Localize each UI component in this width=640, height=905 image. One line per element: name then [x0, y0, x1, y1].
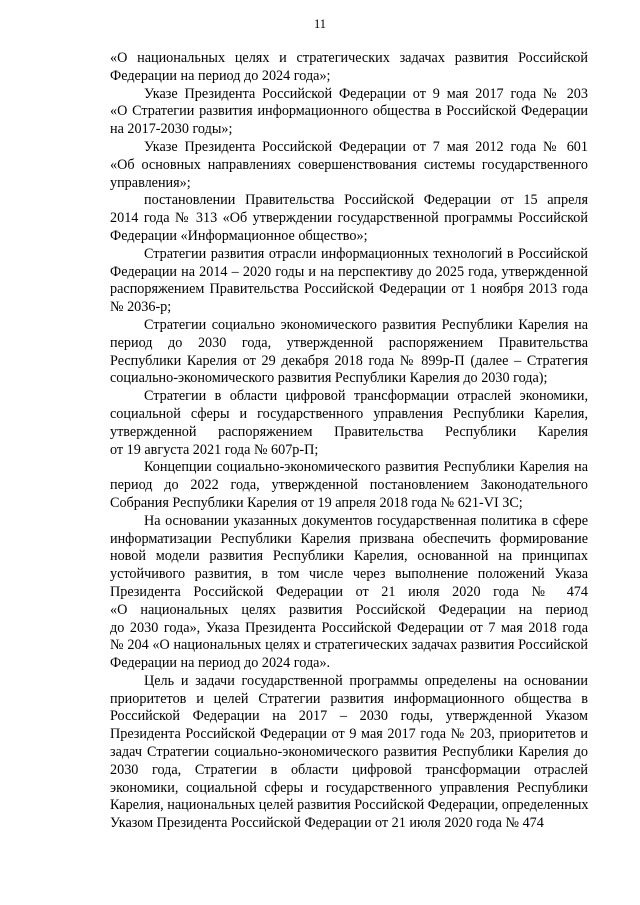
text-line: социальной сферы и государственного управления Республики Карелия, — [110, 405, 588, 422]
text-line: Стратегии в области цифровой трансформации отраслей экономики, — [144, 388, 588, 405]
text-line: до 2030 года», Указа Президента Российской Федерации от 7 мая 2018 года — [110, 619, 588, 636]
paragraph — [76, 192, 588, 245]
text-line: № 204 «О национальных целях и стратегических задачах развития Российской — [110, 637, 588, 654]
text-line: Указе Президента Российской Федерации от 9 мая 2017 года № 203 — [144, 85, 588, 102]
paragraph — [76, 139, 588, 192]
text-line: Стратегии развития отрасли информационных технологий в Российской — [144, 245, 588, 262]
text-line: постановлении Правительства Российской Федерации от 15 апреля — [144, 192, 588, 209]
text-line: приоритетов и целей Стратегии развития информационного общества в — [110, 690, 588, 707]
text-line: Президента Российской Федерации от 9 мая 2017 года № 203, приоритетов и — [110, 726, 588, 743]
text-line: управления»; — [110, 174, 191, 191]
text-line: Федерации «Информационное общество»; — [110, 227, 368, 244]
text-line: «Об основных направлениях совершенствования системы государственного — [110, 156, 588, 173]
paragraph — [76, 673, 588, 833]
text-line: Стратегии социально экономического развития Республики Карелия на — [144, 316, 588, 333]
text-line: социально-экономического развития Республики Карелия до 2030 года); — [110, 370, 548, 387]
paragraph — [76, 246, 588, 317]
text-line: Указе Президента Российской Федерации от 7 мая 2012 года № 601 — [144, 138, 588, 155]
text-line: «О национальных целях развития Российской Федерации на период — [110, 601, 588, 618]
text-line: от 19 августа 2021 года № 607р-П; — [110, 441, 319, 458]
text-line: Президента Российской Федерации от 21 июля 2020 года № 474 — [110, 583, 588, 600]
text-line: «О национальных целях и стратегических задачах развития Российской — [110, 50, 588, 66]
text-line: утвержденной распоряжением Правительства Республики Карелия — [110, 423, 588, 440]
text-line: «О Стратегии развития информационного общества в Российской Федерации — [110, 103, 588, 120]
paragraph — [76, 459, 588, 512]
text-line: № 2036-р; — [110, 299, 172, 316]
text-line: период до 2030 года, утвержденной распоряжением Правительства — [110, 334, 588, 351]
paragraph — [76, 513, 588, 673]
text-line: Республики Карелия от 29 декабря 2018 года № 899р-П (далее – Стратегия — [110, 352, 588, 369]
text-line: период до 2022 года, утвержденной постановлением Законодательного — [110, 477, 588, 494]
text-line: Федерации на 2014 – 2020 годы и на перспективу до 2025 года, утвержденной — [110, 263, 588, 280]
text-line: экономики, социальной сферы и государственного управления Республики — [110, 779, 588, 796]
text-line: Российской Федерации на 2017 – 2030 годы, утвержденной Указом — [110, 708, 588, 725]
paragraph — [76, 317, 588, 388]
paragraph — [76, 86, 588, 139]
page-number: 11 — [313, 17, 327, 31]
text-line: Концепции социально-экономического развития Республики Карелия на — [144, 459, 588, 476]
text-line: Собрания Республики Карелия от 19 апреля 2018 года № 621-VI ЗС; — [110, 494, 523, 511]
text-line: новой модели развития Республики Карелия, основанной на принципах — [110, 548, 588, 565]
text-line: На основании указанных документов государственная политика в сфере — [144, 512, 588, 529]
text-line: распоряжением Правительства Российской Федерации от 1 ноября 2013 года — [110, 281, 588, 298]
text-line: информатизации Республики Карелия призвана обеспечить формирование — [110, 530, 588, 547]
paragraph — [76, 50, 588, 86]
text-line: 2014 года № 313 «Об утверждении государственной программы Российской — [110, 210, 588, 227]
text-line: 2030 года, Стратегии в области цифровой трансформации отраслей — [110, 761, 588, 778]
text-line: Цель и задачи государственной программы определены на основании — [144, 672, 588, 689]
text-line: Указом Президента Российской Федерации от 21 июля 2020 года № 474 — [110, 815, 544, 832]
text-line: Карелия, национальных целей развития Российской Федерации, определенных — [110, 797, 589, 814]
paragraph — [76, 388, 588, 459]
text-line: Федерации на период до 2024 года»; — [110, 67, 331, 84]
text-line: задач Стратегии социально-экономического развития Республики Карелия до — [110, 744, 588, 761]
text-line: на 2017-2030 годы»; — [110, 121, 233, 138]
text-line: устойчивого развития, в том числе через выполнение положений Указа — [110, 566, 588, 583]
document-body — [76, 50, 588, 833]
text-line: Федерации на период до 2024 года». — [110, 655, 331, 672]
